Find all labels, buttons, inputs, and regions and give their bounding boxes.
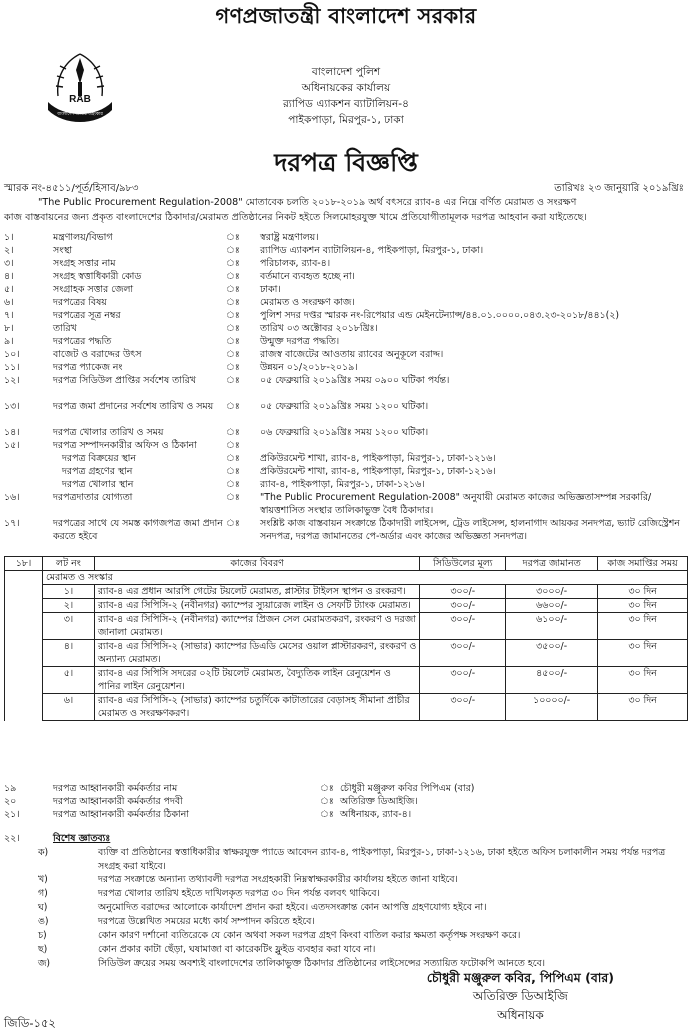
table-cell-lot: ৫। xyxy=(42,667,94,694)
table-cell-description: র‍্যাব-৪ এর সিপিসি-২ (নবীনগর) ক্যাম্পের প্রিজন সেল মেরামতকরণ, রংকরণ ও দরজা জানালা মেরামত। xyxy=(94,613,419,640)
table-row xyxy=(5,599,688,613)
info-row-number: ১৫। xyxy=(4,440,20,451)
info-row xyxy=(0,323,692,336)
special-notes-number: ২২। xyxy=(4,833,20,844)
officer-info-colon: ঃ xyxy=(320,809,334,820)
info-row-key: দরপত্রের সাথে যে সমস্ত কাগজপত্র জমা প্রদান করতে হইবে xyxy=(53,518,223,542)
signatory-name: চৌধুরী মঞ্জুরুল কবির, পিপিএম (বার) xyxy=(426,970,614,985)
table-row-number: ১৮। xyxy=(5,557,43,571)
table-cell-description: র‍্যাব-৪ এর প্রধান আরপি গেটের টয়লেট মেরামত, প্লাস্টার টাইলস স্থাপন ও রংকরণ। xyxy=(94,585,419,599)
table-cell-deposit: ৪৫০০/- xyxy=(506,667,598,694)
info-row-key: তারিখ xyxy=(53,323,77,334)
office-line: বাংলাদেশ পুলিশ xyxy=(311,66,381,78)
info-row-colon: ঃ xyxy=(226,297,240,308)
table-cell-schedule-price: ৩০০/- xyxy=(420,613,506,640)
info-row-colon: ঃ xyxy=(226,479,240,490)
table-header-row xyxy=(5,557,688,571)
info-row xyxy=(0,466,692,479)
table-cell-schedule-price: ৩০০/- xyxy=(420,599,506,613)
info-row-value: ০৫ ফেব্রুয়ারি ২০১৯খ্রিঃ সময় ০৯০০ ঘটিকা পর্যন্ত। xyxy=(260,375,450,386)
info-row-number: ১২। xyxy=(4,375,20,386)
info-row-colon: ঃ xyxy=(226,232,240,243)
table-spacer-cell xyxy=(5,694,43,721)
special-note-text: দরপত্রে উল্লেখিত সময়ের মধ্যে কার্য সম্পাদন করিতে হইবে। xyxy=(98,916,315,927)
tender-info-list xyxy=(0,232,692,544)
info-row xyxy=(0,336,692,349)
table-group-row xyxy=(5,571,688,585)
table-cell-completion-time: ৩০ দিন xyxy=(598,667,688,694)
info-row xyxy=(0,427,692,440)
special-note-text: দরপত্র সংক্রান্তে অন্যান্য তথ্যাবলী দরপত্র সংগ্রহকারী নিম্নস্বাক্ষরকারীর কার্যালয় হইতে জানা যাইবে। xyxy=(98,874,458,885)
table-spacer-cell xyxy=(5,667,43,694)
notice-title: দরপত্র বিজ্ঞপ্তি xyxy=(274,148,418,177)
info-row xyxy=(0,440,692,453)
table-header-deposit: দরপত্র জামানত xyxy=(506,557,598,571)
table-cell-description: র‍্যাব-৪ এর সিপিসি-২ (নবীনগর) ক্যাম্পের স্যুয়ারেজ লাইন ও সেফটি ট্যাংক মেরামত। xyxy=(94,599,419,613)
table-cell-completion-time: ৩০ দিন xyxy=(598,640,688,667)
info-row-value: মেরামত ও সংরক্ষণ কাজ। xyxy=(260,297,355,308)
table-cell-deposit: ৩৫০০/- xyxy=(506,640,598,667)
info-row-number: ১৭। xyxy=(4,518,20,529)
info-row-value: র‍্যাব-৪, পাইকপাড়া, মিরপুর-১, ঢাকা-১২১৬। xyxy=(260,479,425,490)
info-row-colon: ঃ xyxy=(226,440,240,451)
info-row-number: ৫। xyxy=(4,284,14,295)
table-cell-description: র‍্যাব-৪ এর সিপিসি-২ (সাভার) ক্যাম্পের চতুর্দিকে কাটাতারের বেড়াসহ সীমানা প্রাচীর মেরামত ও সংরক্ষণকরণ। xyxy=(94,694,419,721)
table-spacer-cell xyxy=(5,585,43,599)
info-row xyxy=(0,479,692,492)
table-group-empty xyxy=(420,571,688,585)
info-row-key: সংস্থা xyxy=(53,245,73,256)
special-note-marker: ঙ) xyxy=(38,916,49,927)
info-row-colon: ঃ xyxy=(226,362,240,373)
info-row-colon: ঃ xyxy=(226,271,240,282)
memo-number: স্মারক নং-৪৫১১/পূর্ত/হিসাব/৯৮৩ xyxy=(4,183,139,194)
table-cell-deposit: ৬৬০০/- xyxy=(506,599,598,613)
info-row-value: বর্তমানে ব্যবহৃত হচ্ছে না। xyxy=(260,271,355,282)
special-note-item xyxy=(0,873,692,887)
table-cell-lot: ৬। xyxy=(42,694,94,721)
info-row-number: ৯। xyxy=(4,336,14,347)
info-row xyxy=(0,362,692,375)
info-row-colon: ঃ xyxy=(226,466,240,477)
info-row-value: সংশ্লিষ্ট কাজ বাস্তবায়ন সংক্রান্তে ঠিকাদারী লাইসেন্স, ট্রেড লাইসেন্স, হালনাগাদ আয়কর সনদপত্র, ভ্যাট রেজিস্ট্রেশন সনদপত্র, দরপত্র জামানতের পে-অর্ডার এবং কাজের অভিজ্ঞতা সনদপত্র। xyxy=(260,518,680,542)
intro-paragraph xyxy=(4,195,686,225)
info-row-key: দরপত্র প্যাকেজ নং xyxy=(53,362,123,373)
special-note-text: অনুমোদিত বরাদ্দের আলোকে কার্যাদেশ প্রদান করা হইবে। এতদসংক্রান্ত কোন আপত্তি গ্রহণযোগ্য হইবে না। xyxy=(98,902,487,913)
emblem-motto: বাংলাদেশ আমার অহংকার xyxy=(57,112,103,117)
officer-info-value: অতিরিক্ত ডিআইজি। xyxy=(340,796,418,807)
officer-info-key: দরপত্র আহ্বানকারী কর্মকর্তার নাম xyxy=(53,783,178,794)
info-row-key: দরপত্র গ্রহণের স্থান xyxy=(62,466,133,477)
info-row-colon: ঃ xyxy=(226,336,240,347)
info-row xyxy=(0,492,692,518)
special-note-text: সিডিউল ক্রয়ের সময় অবশ্যই বাংলাদেশের তালিকাভুক্ত ঠিকাদার প্রতিষ্ঠানের লাইসেন্সের সত্যায়িত ফটোকপি আনতে হবে। xyxy=(98,958,546,969)
info-row xyxy=(0,453,692,466)
info-row-value: ০৫ ফেব্রুয়ারি ২০১৯খ্রিঃ সময় ১২০০ ঘটিকা। xyxy=(260,401,429,412)
info-row-colon: ঃ xyxy=(226,401,240,412)
table-cell-schedule-price: ৩০০/- xyxy=(420,585,506,599)
info-row-number: ৭। xyxy=(4,310,14,321)
special-note-item xyxy=(0,901,692,915)
info-row-value: র‍্যাপিড এ্যাকশন ব্যাটালিয়ন-৪, পাইকপাড়া, মিরপুর-১, ঢাকা। xyxy=(260,245,484,256)
table-cell-description: র‍্যাব-৪ এর সিপিসি সদরের ০২টি টয়লেট মেরামত, বৈদ্যুতিক লাইন রেনুয়েশন ও পানির লাইন রেনুয়েশন। xyxy=(94,667,419,694)
table-spacer-cell xyxy=(5,613,43,640)
info-row-colon: ঃ xyxy=(226,245,240,256)
info-row-key: দরপত্রের পদ্ধতি xyxy=(53,336,112,347)
info-row xyxy=(0,297,692,310)
officer-info-list xyxy=(0,783,692,822)
info-row-colon: ঃ xyxy=(226,492,240,503)
info-row-colon: ঃ xyxy=(226,518,240,529)
info-row-value: "The Public Procurement Regulation-2008" অনুযায়ী মেরামত কাজের অভিজ্ঞতাসম্পন্ন সরকারি/স্বায়ত্তশাসিত সংস্থার তালিকাভুক্ত বৈধ ঠিকাদার। xyxy=(260,492,652,516)
office-line: পাইকপাড়া, মিরপুর-১, ঢাকা xyxy=(288,114,404,126)
special-notes-heading xyxy=(0,833,692,846)
table-cell-lot: ৩। xyxy=(42,613,94,640)
special-note-marker: চ) xyxy=(38,930,47,941)
info-row-key: সংগ্রহ স্বত্তাধিকারী কোড xyxy=(53,271,142,282)
table-row xyxy=(5,640,688,667)
special-note-item xyxy=(0,943,692,957)
officer-info-row xyxy=(0,796,692,809)
info-row-value: স্বরাষ্ট্র মন্ত্রণালয়। xyxy=(260,232,319,243)
table-group-label: মেরামত ও সংস্কার xyxy=(42,571,419,585)
info-row-number: ১৬। xyxy=(4,492,20,503)
info-row-key: দরপত্র খোলার তারিখ ও সময় xyxy=(53,427,164,438)
info-row-number: ৬। xyxy=(4,297,14,308)
intro-line: "The Public Procurement Regulation-2008" মোতাবেক চলতি ২০১৮-২০১৯ অর্থ বৎসরে র‍্যাব-৪ এর নিম্নে বর্ণিত মেরামত ও সংরক্ষণ xyxy=(38,197,577,208)
officer-info-key: দরপত্র আহ্বানকারী কর্মকর্তার পদবী xyxy=(53,796,183,807)
table-cell-deposit: ১০০০০/- xyxy=(506,694,598,721)
info-row-value: তারিখ ০৩ অক্টোবর ২০১৮খ্রিঃ। xyxy=(260,323,378,334)
special-note-marker: ঘ) xyxy=(38,902,48,913)
info-row xyxy=(0,284,692,297)
info-row-key: সংগ্রহ সত্তার নাম xyxy=(53,258,116,269)
info-row-key: দরপত্র জমা প্রদানের সর্বশেষ তারিখ ও সময় xyxy=(53,401,214,412)
table-cell-completion-time: ৩০ দিন xyxy=(598,585,688,599)
table-row xyxy=(5,613,688,640)
officer-info-number: ২০ xyxy=(4,796,17,807)
government-title: গণপ্রজাতন্ত্রী বাংলাদেশ সরকার xyxy=(215,4,477,28)
special-note-marker: ছ) xyxy=(38,944,48,955)
info-row-key: দরপত্র সিডিউল প্রাপ্তির সর্বশেষ তারিখ xyxy=(53,375,196,386)
info-row-colon: ঃ xyxy=(226,427,240,438)
officer-info-number: ২১। xyxy=(4,809,20,820)
table-cell-schedule-price: ৩০০/- xyxy=(420,694,506,721)
info-row xyxy=(0,349,692,362)
office-line: র‍্যাপিড এ্যাকশন ব্যাটালিয়ন-৪ xyxy=(282,98,409,110)
info-row-number: ১০। xyxy=(4,349,20,360)
signatory-rank: অতিরিক্ত ডিআইজি xyxy=(472,989,568,1003)
info-row xyxy=(0,401,692,427)
officer-info-row xyxy=(0,783,692,796)
table-header-lot: লট নং xyxy=(42,557,94,571)
info-row-colon: ঃ xyxy=(226,375,240,386)
office-address xyxy=(0,64,692,128)
info-row-key: মন্ত্রণালয়/বিভাগ xyxy=(53,232,113,243)
table-cell-lot: ৪। xyxy=(42,640,94,667)
info-row-colon: ঃ xyxy=(226,284,240,295)
table-cell-completion-time: ৩০ দিন xyxy=(598,599,688,613)
table-cell-completion-time: ৩০ দিন xyxy=(598,613,688,640)
info-row-colon: ঃ xyxy=(226,323,240,334)
info-row-colon: ঃ xyxy=(226,453,240,464)
info-row-value: পরিচালক, র‍্যাব-৪। xyxy=(260,258,331,269)
officer-info-colon: ঃ xyxy=(320,783,334,794)
special-note-marker: ক) xyxy=(38,847,49,858)
officer-info-number: ১৯ xyxy=(4,783,17,794)
table-cell-completion-time: ৩০ দিন xyxy=(598,694,688,721)
info-row-value: পুলিশ সদর দপ্তর স্মারক নং-রিপেয়ার এন্ড মেইনটেন্যান্স/৪৪.০১.০০০০.০৪৩.২৩-২০১৮/৪৪১(২) xyxy=(260,310,620,321)
special-note-text: দরপত্র খোলার তারিখ হইতে দাখিলকৃত দরপত্র ৩০ দিন পর্যন্ত বলবৎ থাকিবে। xyxy=(98,888,380,899)
info-row xyxy=(0,258,692,271)
table-row xyxy=(5,667,688,694)
info-row-colon: ঃ xyxy=(226,310,240,321)
info-row xyxy=(0,232,692,245)
table-body xyxy=(5,571,688,721)
signature-block xyxy=(427,968,614,1025)
special-notes xyxy=(0,833,692,971)
officer-info-value: চৌধুরী মঞ্জুরুল কবির পিপিএম (বার) xyxy=(340,783,475,794)
info-row-key: দরপত্রদাতার যোগ্যতা xyxy=(53,492,133,503)
info-row xyxy=(0,518,692,544)
info-row xyxy=(0,375,692,401)
officer-info-row xyxy=(0,809,692,822)
table-cell-description: র‍্যাব-৪ এর সিপিসি-২ (সাভার) ক্যাম্পের ডিএডি মেসের ওয়াল প্লাস্টারকরণ, রংকরণ ও অন্যান্য মেরামত। xyxy=(94,640,419,667)
table-cell-deposit: ৩০০০/- xyxy=(506,585,598,599)
info-row-key: সংগ্রাহক সত্তার জেলা xyxy=(53,284,134,295)
table-spacer-cell xyxy=(5,599,43,613)
info-row-number: ১৩। xyxy=(4,401,20,412)
info-row-number: ১৪। xyxy=(4,427,20,438)
table-spacer-cell xyxy=(5,640,43,667)
special-note-item xyxy=(0,915,692,929)
info-row-value: উন্মুক্ত দরপত্র পদ্ধতি। xyxy=(260,336,340,347)
table-cell-schedule-price: ৩০০/- xyxy=(420,640,506,667)
info-row-key: দরপত্র সম্পাদনকারীর অফিস ও ঠিকানা xyxy=(53,440,197,451)
table-cell-lot: ২। xyxy=(42,599,94,613)
info-row-number: ২। xyxy=(4,245,14,256)
officer-info-colon: ঃ xyxy=(320,796,334,807)
intro-line: কাজ বাস্তবায়নের জন্য প্রকৃত বাংলাদেশের ঠিকাদার/মেরামত প্রতিষ্ঠানের নিকট হইতে সিলমোহরযুক্ত খামে প্রতিযোগীতামূলক দরপত্র আহবান করা যাইতেছে। xyxy=(4,212,587,223)
officer-info-key: দরপত্র আহ্বানকারী কর্মকর্তার ঠিকানা xyxy=(53,809,189,820)
info-row-value: রাজস্ব বাজেটের আওতায় র‍্যাবের অনুকূলে বরাদ্দ। xyxy=(260,349,444,360)
info-row-key: দরপত্র বিক্রয়ের স্থান xyxy=(62,453,136,464)
table-spacer-cell xyxy=(5,571,43,585)
work-table xyxy=(4,556,688,721)
special-note-text: ব্যক্তি বা প্রতিষ্ঠানের স্বত্তাধিকারীর স্বাক্ষরযুক্ত প্যাডে আবেদন র‍্যাব-৪, পাইকপাড়া, মিরপুর-১, ঢাকা-১২১৬, ঢাকা হইতে অফিস চলাকালীন সময় পর্যন্ত দরপত্র সংগ্রহ করা যাইবে। xyxy=(98,847,666,872)
info-row-value: ঢাকা। xyxy=(260,284,281,295)
special-notes-list xyxy=(0,846,692,971)
table-cell-lot: ১। xyxy=(42,585,94,599)
table-row xyxy=(5,585,688,599)
officer-info-value: অধিনায়ক, র‍্যাব-৪। xyxy=(340,809,412,820)
table-header-description: কাজের বিবরণ xyxy=(94,557,419,571)
special-note-marker: খ) xyxy=(38,874,48,885)
table-header-schedule-price: সিডিউলের মূল্য xyxy=(420,557,506,571)
info-row-colon: ঃ xyxy=(226,258,240,269)
info-row-number: ৩। xyxy=(4,258,14,269)
special-note-item xyxy=(0,929,692,943)
special-note-item xyxy=(0,887,692,901)
info-row-value: প্রকিউরমেন্ট শাখা, র‍্যাব-৪, পাইকপাড়া, মিরপুর-১, ঢাকা-১২১৬। xyxy=(260,466,496,477)
emblem-letters: RAB xyxy=(69,94,91,105)
special-note-text: কোন কারণ দর্শানো ব্যতিরেকে যে কোন অথবা সকল দরপত্র গ্রহণ কিংবা বাতিল করার ক্ষমতা কর্তৃপক্ষ সংরক্ষণ করে। xyxy=(98,930,521,941)
gd-number: জিডি-১৫২ xyxy=(4,1016,56,1030)
info-row-key: বাজেট ও বরাদ্দের উৎস xyxy=(53,349,142,360)
info-row-value: ০৬ ফেব্রুয়ারি ২০১৯খ্রিঃ সময় ১২০০ ঘটিকা। xyxy=(260,427,429,438)
info-row-key: দরপত্রের বিষয় xyxy=(53,297,107,308)
info-row-colon: ঃ xyxy=(226,349,240,360)
table-cell-deposit: ৬১০০/- xyxy=(506,613,598,640)
info-row xyxy=(0,271,692,284)
info-row xyxy=(0,245,692,258)
info-row-key: দরপত্র খোলার স্থান xyxy=(62,479,134,490)
info-row-number: ১১। xyxy=(4,362,20,373)
notice-date: তারিখঃ ২৩ জানুয়ারি ২০১৯খ্রিঃ xyxy=(554,183,684,194)
info-row-key: দরপত্রের সূত্র নম্বর xyxy=(53,310,121,321)
office-line: অধিনায়কের কার্যালয় xyxy=(301,82,391,94)
info-row-number: ১। xyxy=(4,232,14,243)
special-note-item xyxy=(0,846,692,873)
table-header-completion-time: কাজ সমাপ্তির সময় xyxy=(598,557,688,571)
info-row-value: প্রকিউরমেন্ট শাখা, র‍্যাব-৪, পাইকপাড়া, মিরপুর-১, ঢাকা-১২১৬। xyxy=(260,453,496,464)
table-cell-schedule-price: ৩০০/- xyxy=(420,667,506,694)
info-row-number: ৪। xyxy=(4,271,14,282)
special-note-text: কোন প্রকার কাটা ছেঁড়া, ঘষামাজা বা কারেকটিং ফ্লুইড ব্যবহার করা যাবে না। xyxy=(98,944,376,955)
special-note-marker: জ) xyxy=(38,958,51,969)
info-row xyxy=(0,310,692,323)
signatory-post: অধিনায়ক xyxy=(497,1008,544,1022)
info-row-value: উন্নয়ন ০১/২০১৮-২০১৯। xyxy=(260,362,358,373)
info-row-number: ৮। xyxy=(4,323,14,334)
table-row xyxy=(5,694,688,721)
special-note-marker: গ) xyxy=(38,888,48,899)
special-notes-title: বিশেষ জ্ঞাতব্যঃ xyxy=(53,833,111,844)
